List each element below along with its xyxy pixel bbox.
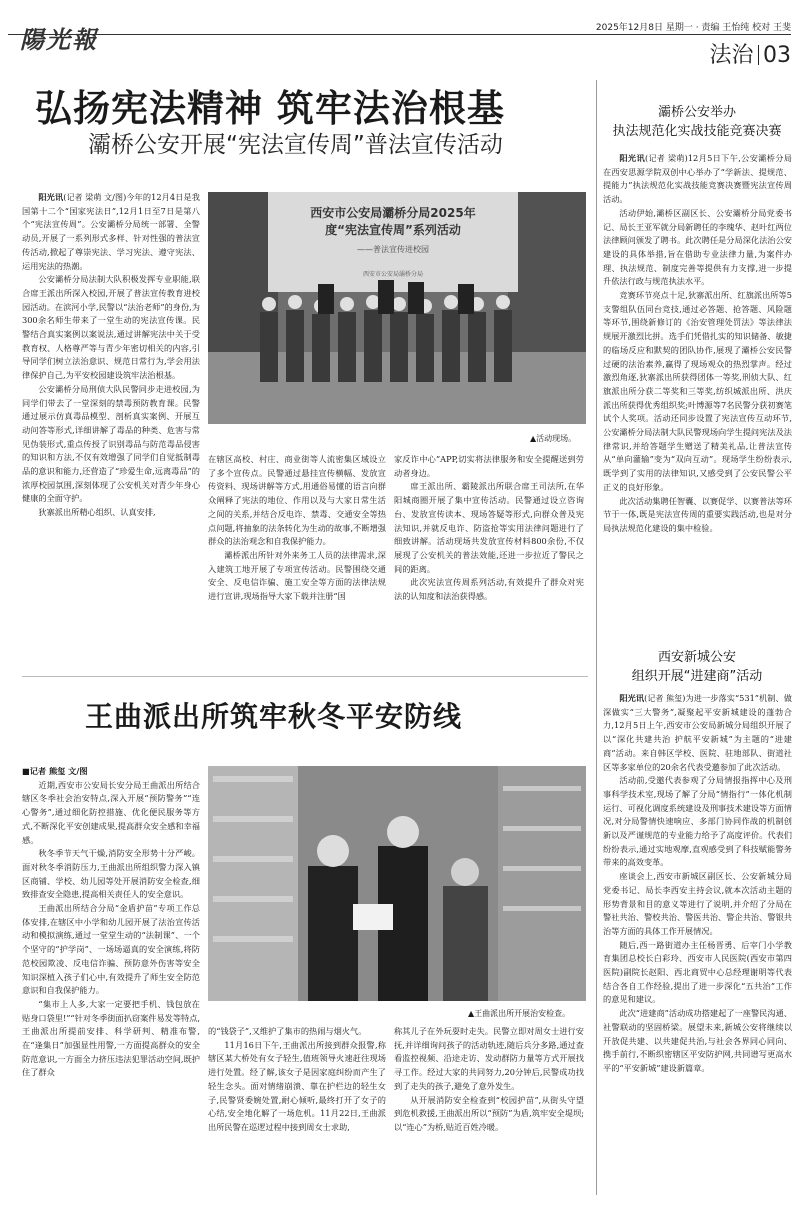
article1-column-1: 阳光讯(记者 梁萌 文/图)今年的12月4日是我国第十二个“国家宪法日”,12月1日至7日是第八个“宪法宣传周”。公安灞桥分局统一部署、全警动员,开展了一系列形式多样、针对性强的普法宣传活动,掀起了尊崇宪法、学习宪法、遵守宪法、运用宪法的热潮。 公安灞桥分局法制大队积极发挥专业职能,联合席王派出所深入校园,开展了普法宣传教育进校园活动。在滨河小学,民警以“法治老师”的身份,为300余名师生带来了一堂生动的宪法宣传课。民警结合真实案例以案说法,通过讲解宪法中关于受教育权、人格尊严等与青少年密切相关的内容,引导同学们树立法治意识、规范日常行为,学会用法律保护自己,为平安校园建设筑牢法治根基。 公安灞桥分局刑侦大队民警同步走进校园,为同学们带去了一堂深刻的禁毒预防教育课。民警通过展示仿真毒品模型、剖析真实案例、开展互动问答等形式,详细讲解了毒品的种类、危害与常见伪装形式,重点传授了识别毒品与防范毒品侵害的知识和方法,不仅有效增强了同学们自觉抵制毒品的意识和能力,还营造了“珍爱生命,远离毒品”的浓厚校园氛围,深刻体现了公安机关对青少年身心健康的全面守护。 狄寨派出所精心组织、认真安排, xyxy=(22,191,200,671)
side2-headline xyxy=(600,648,794,686)
side1-byline-note: (记者 梁萌) xyxy=(644,154,688,163)
side2-title-line-1: 西安新城公安 xyxy=(657,650,736,665)
article1-byline-note: (记者 梁萌 文/图) xyxy=(63,193,127,202)
paragraph: 在辖区高校、村庄、商业街等人流密集区域设立了多个宣传点。民警通过悬挂宣传横幅、发放宣传资料、现场讲解等方式,用通俗易懂的语言向群众阐释了宪法的地位、作用以及与大家日常生活之间的关系,并结合反电诈、禁毒、交通安全等热点问题,将抽象的法条转化为生动的故事,不断增强群众的法治观念和自我保护能力。 xyxy=(208,454,386,547)
article2-photo-caption: ▲王曲派出所开展治安检查。 xyxy=(468,1009,571,1018)
side1-title-line-1: 灞桥公安举办 xyxy=(657,105,736,120)
paragraph: 此次活动集聘任智囊、以赛促学、以赛普法等环节于一体,既是宪法宣传周的重要实践活动,也是对分局执法规范化建设的集中检验。 xyxy=(603,495,792,533)
masthead-rule xyxy=(8,34,791,35)
article1-byline: 阳光讯 xyxy=(38,192,64,202)
paragraph: 狄寨派出所精心组织、认真安排, xyxy=(38,507,156,518)
side1-byline: 阳光讯 xyxy=(619,153,645,163)
section-label xyxy=(709,38,791,69)
issue-info: 2025年12月8日 星期一 · 责编 王怡纯 校对 王斐 xyxy=(595,23,791,33)
banner-line-2: 度“宪法宣传周”系列活动 xyxy=(325,223,461,237)
article1-subheadline: 灞桥公安开展“宪法宣传周”普法宣传活动 xyxy=(88,132,503,158)
article1-photo-caption: ▲活动现场。 xyxy=(530,434,577,443)
paragraph: 近期,西安市公安局长安分局王曲派出所结合辖区冬季社会治安特点,深入开展“预防警务”“连心警务”,通过细化防控措施、优化便民服务等方式,不断深化平安创建成果,提高群众安全感和幸福感。 xyxy=(22,779,200,845)
article2-headline: 王曲派出所筑牢秋冬平安防线 xyxy=(85,700,463,733)
paragraph: 王曲派出所结合分局“金盾护苗”专项工作总体安排,在辖区中小学和幼儿园开展了法治宣传活动和模拟演练,通过一堂堂生动的“法制课”、一个个坚守的“护学岗”、一场场逼真的安全演练,将防范校园欺凌、反电信诈骗、预防意外伤害等安全知识深植入孩子们心中,有效提升了师生安全防范意识和自我保护能力。 xyxy=(22,903,200,996)
paragraph: 席王派出所、霸陵派出所联合席王司法所,在华阳城商圈开展了集中宣传活动。民警通过设立咨询台、发放宣传读本、现场答疑等形式,向群众普及宪法知识,并就反电诈、防盗抢等实用法律问题进行了细致讲解。活动现场共发放宣传材料800余份,不仅展现了公安机关的普法效能,还进一步拉近了警民之间的距离。 xyxy=(394,481,584,574)
paragraph: 灞桥派出所针对外来务工人员的法律需求,深入建筑工地开展了专项宣传活动。民警围绕交通安全、反电信诈骗、施工安全等方面的法律法规进行宣讲,现场指导大家下载并注册“国 xyxy=(208,549,386,602)
banner-org: 西安市公安局灞桥分局 xyxy=(362,271,424,278)
paragraph: 的“钱袋子”,又维护了集市的热闹与烟火气。 xyxy=(208,1026,367,1036)
side2-byline-note: (记者 熊玺) xyxy=(644,694,686,703)
paragraph: 此次“进建商”活动成功搭建起了一座警民沟通、社警联动的坚固桥梁。展望未来,新城公安将继续以开放促共建、以共建促共治,与社会各界同心同向、携手前行,不断织密辖区平安防护网,共同谱写更高水平的“平安新城”建设新篇章。 xyxy=(603,1008,792,1073)
paragraph: 公安灞桥分局法制大队积极发挥专业职能,联合席王派出所深入校园,开展了普法宣传教育进校园活动。在滨河小学,民警以“法治老师”的身份,为300余名师生带来了一堂生动的宪法宣传课。民警结合真实案例以案说法,通过讲解宪法中关于受教育权、人格尊严等与青少年密切相关的内容,引导同学们树立法治意识、规范日常行为,学会用法律保护自己,为平安校园建设筑牢法治根基。 xyxy=(22,274,200,381)
paragraph: 11月16日下午,王曲派出所接到群众报警,称辖区某大桥处有女子轻生,值班领导火速赶往现场进行处置。经了解,该女子是因家庭纠纷而产生了轻生念头。面对情绪崩溃、靠在护栏边的轻生女子,民警贤委婉处置,耐心倾听,最终打开了女子的心结,安全地化解了一场危机。11月22日,王曲派出所民警在巡逻过程中接到周女士求助, xyxy=(208,1039,386,1132)
article-divider xyxy=(22,676,588,677)
paragraph: 随后,西一路街道办主任杨晋勇、后宰门小学教育集团总校长白彩玲、西安市人民医院(西安市第四医院)副院长赵阳、西北商贸中心总经理谢明等代表结合各自工作经验,提出了进一步深化“五共治”工作的意见和建议。 xyxy=(603,939,792,1005)
paragraph: 家反诈中心”APP,切实将法律服务和安全提醒送到劳动者身边。 xyxy=(394,454,584,478)
paragraph: 活动前,受邀代表参观了分局情报指挥中心及刑事科学技术室,现场了解了分局“情指行”一体化机制运行、可视化调度系统建设及刑事技术建设等方面情况,对分局警情快速响应、多部门协同作战的机制创新以及严谨规范的专业能力给予了高度评价。代表们纷纷表示,通过实地观摩,直观感受到了科技赋能警务带来的高效变革。 xyxy=(603,775,792,868)
side2-title-line-2: 组织开展“进建商”活动 xyxy=(631,669,763,684)
section-divider xyxy=(758,45,760,65)
paragraph: 座谈会上,西安市新城区副区长、公安新城分局党委书记、局长李西安主持会议,就本次活动主题的形势背景和目的意义等进行了说明,并介绍了分局在警社共治、警校共治、警医共治、警企共治、警银共治等方面的具体工作开展情况。 xyxy=(603,871,792,936)
article2-photo xyxy=(208,766,586,1001)
paragraph: 称其儿子在外玩耍时走失。民警立即对周女士进行安抚,并详细询问孩子的活动轨迹,随后兵分多路,通过查看监控视频、沿途走访、发动群防力量等方式开展找寻工作。经过大家的共同努力,20分钟后,民警成功找到了走失的孩子,避免了意外发生。 xyxy=(394,1026,584,1091)
side1-body: 阳光讯(记者 梁萌)12月5日下午,公安灞桥分局在西安思源学院双创中心举办了“学新法、提规范、提能力”执法规范化实战技能竞赛决赛暨宪法宣传周活动。 活动伊始,灞桥区副区长、公安灞桥分局党委书记、局长王亚军就分局新聘任的李瑰华、赵叶红两位法律顾问颁发了聘书。此次聘任是分局深化法治公安建设的具体举措,旨在借助专业法律力量,为案件办理、执法规范、制度完善等提供有力支撑,进一步提升依法行政与规范执法水平。 竞赛环节亮点十足,狄寨派出所、红旗派出所等5支警组队伍同台竞技,通过必答题、抢答题、风险题等环节,围绕新修订的《治安管理处罚法》等法律法规展开激烈比拼。选手们凭借扎实的知识储备、敏捷的临场反应和默契的团队协作,展现了灞桥公安民警过硬的法治素养,赢得了现场观众的热烈掌声。经过激烈角逐,狄寨派出所获得团体一等奖,刑侦大队、红旗派出所分获二等奖和三等奖,纺织城派出所、洪庆派出所获得优秀组织奖;叶博源等7名民警分获初赛笔试个人奖项。活动还同步设置了宪法宣传互动环节,公安灞桥分局法制大队民警现场向学生提问宪法及法律常识,并给答题学生赠送了精美礼品,让普法宣传从“单向灌输”变为“双向互动”。现场学生纷纷表示,既学到了实用的法律知识,又感受到了公安民警公平正义的良好形象。 此次活动集聘任智囊、以赛促学、以赛普法等环节于一体,既是宪法宣传周的重要实践活动,也是对分局执法规范化建设的集中检验。 xyxy=(603,152,792,640)
paragraph: 竞赛环节亮点十足,狄寨派出所、红旗派出所等5支警组队伍同台竞技,通过必答题、抢答题、风险题等环节,围绕新修订的《治安管理处罚法》等法律法规展开激烈比拼。选手们凭借扎实的知识储备、敏捷的临场反应和默契的团队协作,展现了灞桥公安民警过硬的法治素养,赢得了现场观众的热烈掌声。经过激烈角逐,狄寨派出所获得团体一等奖,刑侦大队、红旗派出所分获二等奖和三等奖,纺织城派出所、洪庆派出所获得优秀组织奖;叶博源等7名民警分获初赛笔试个人奖项。活动还同步设置了宪法宣传互动环节,公安灞桥分局法制大队民警现场向学生提问宪法及法律常识,并给答题学生赠送了精美礼品,让普法宣传从“单向灌输”变为“双向互动”。现场学生纷纷表示,既学到了实用的法律知识,又感受到了公安民警公平正义的良好形象。 xyxy=(603,290,792,492)
side1-headline xyxy=(600,103,794,141)
side2-body: 阳光讯(记者 熊玺)为进一步落实“531”机制、做深做实“三大警务”,凝聚起平安新城建设的蓬勃合力,12月5日上午,西安市公安局新城分局组织开展了以“深化共建共治 护航平安新城”为主题的“进建商”活动。来自韩区学校、医院、驻地部队、街道社区等多家单位的20余名代表受邀参加了此次活动。 活动前,受邀代表参观了分局情报指挥中心及刑事科学技术室,现场了解了分局“情指行”一体化机制运行、可视化调度系统建设及刑事技术建设等方面情况,对分局警情快速响应、多部门协同作战的机制创新以及严谨规范的专业能力给予了高度评价。代表们纷纷表示,通过实地观摩,直观感受到了科技赋能警务带来的高效变革。 座谈会上,西安市新城区副区长、公安新城分局党委书记、局长李西安主持会议,就本次活动主题的形势背景和目的意义等进行了说明,并介绍了分局在警社共治、警校共治、警医共治、警企共治、警银共治等方面的具体工作开展情况。 随后,西一路街道办主任杨晋勇、后宰门小学教育集团总校长白彩玲、西安市人民医院(西安市第四医院)副院长赵阳、西北商贸中心总经理谢明等代表结合各自工作经验,提出了进一步深化“五共治”工作的意见和建议。 此次“进建商”活动成功搭建起了一座警民沟通、社警联动的坚固桥梁。展望未来,新城公安将继续以开放促共建、以共建促共治,与社会各界同心同向、携手前行,不断织密辖区平安防护网,共同谱写更高水平的“平安新城”建设新篇章。 xyxy=(603,692,792,1200)
paragraph: 秋冬季节天气干燥,消防安全形势十分严峻。面对秋冬季消防压力,王曲派出所组织警力深入镇区商铺、学校、幼儿园等处开展消防安全检查,细致排查安全隐患,提高相关责任人的安全意识。 xyxy=(22,848,200,900)
article2-column-3 xyxy=(394,1025,584,1200)
article1-headline: 弘扬宪法精神 筑牢法治根基 xyxy=(35,87,505,130)
paragraph: 从开展消防安全检查到“校园护苗”,从街头守望到危机救援,王曲派出所以“预防”为盾,筑牢安全堤坝;以“连心”为桥,贴近百姓冷暖。 xyxy=(394,1094,584,1132)
section-name: 法治 xyxy=(709,43,754,68)
article1-column-2 xyxy=(208,453,386,673)
paragraph: 公安灞桥分局刑侦大队民警同步走进校园,为同学们带去了一堂深刻的禁毒预防教育课。民警通过展示仿真毒品模型、剖析真实案例、开展互动问答等形式,详细讲解了毒品的种类、危害与常见伪装形式,重点传授了识别毒品与防范毒品侵害的知识和方法,不仅有效增强了同学们自觉抵制毒品的意识和能力,还营造了“珍爱生命,远离毒品”的浓厚校园氛围,深刻体现了公安机关对青少年身心健康的全面守护。 xyxy=(22,383,200,504)
side-column-rule xyxy=(596,80,597,1195)
article2-byline: ■记者 熊玺 文/图 xyxy=(22,766,88,776)
article1-photo xyxy=(208,192,586,424)
masthead xyxy=(8,6,791,68)
banner-line-3: ——普法宣传进校园 xyxy=(357,245,429,254)
paragraph: 此次宪法宣传周系列活动,有效提升了群众对宪法的认知度和法治获得感。 xyxy=(394,577,584,602)
banner-line-1: 西安市公安局灞桥分局2025年 xyxy=(310,206,476,220)
paragraph: “集市上人多,大家一定要把手机、钱包放在贴身口袋里!”“针对冬季街面扒窃案件易发等特点,王曲派出所提前安排、科学研判、精准布警,在“逢集日”加强显性用警,一方面提高群众的安全防范意识,一方面全力挤压违法犯罪活动空间,既护住了群众 xyxy=(22,998,200,1078)
newspaper-logo: 陽光報 xyxy=(20,25,98,54)
side2-byline: 阳光讯 xyxy=(619,693,645,703)
article2-column-1 xyxy=(22,765,200,1195)
article2-column-2 xyxy=(208,1025,386,1200)
event-photo-illustration xyxy=(208,192,586,424)
paragraph: 活动伊始,灞桥区副区长、公安灞桥分局党委书记、局长王亚军就分局新聘任的李瑰华、赵叶红两位法律顾问颁发了聘书。此次聘任是分局深化法治公安建设的具体举措,旨在借助专业法律力量,为案件办理、执法规范、制度完善等提供有力支撑,进一步提升依法行政与规范执法水平。 xyxy=(603,207,792,287)
inspection-photo-illustration xyxy=(208,766,586,1001)
side1-title-line-2: 执法规范化实战技能竞赛决赛 xyxy=(612,124,782,139)
article1-column-3 xyxy=(394,453,584,673)
page-number: 03 xyxy=(763,43,791,68)
